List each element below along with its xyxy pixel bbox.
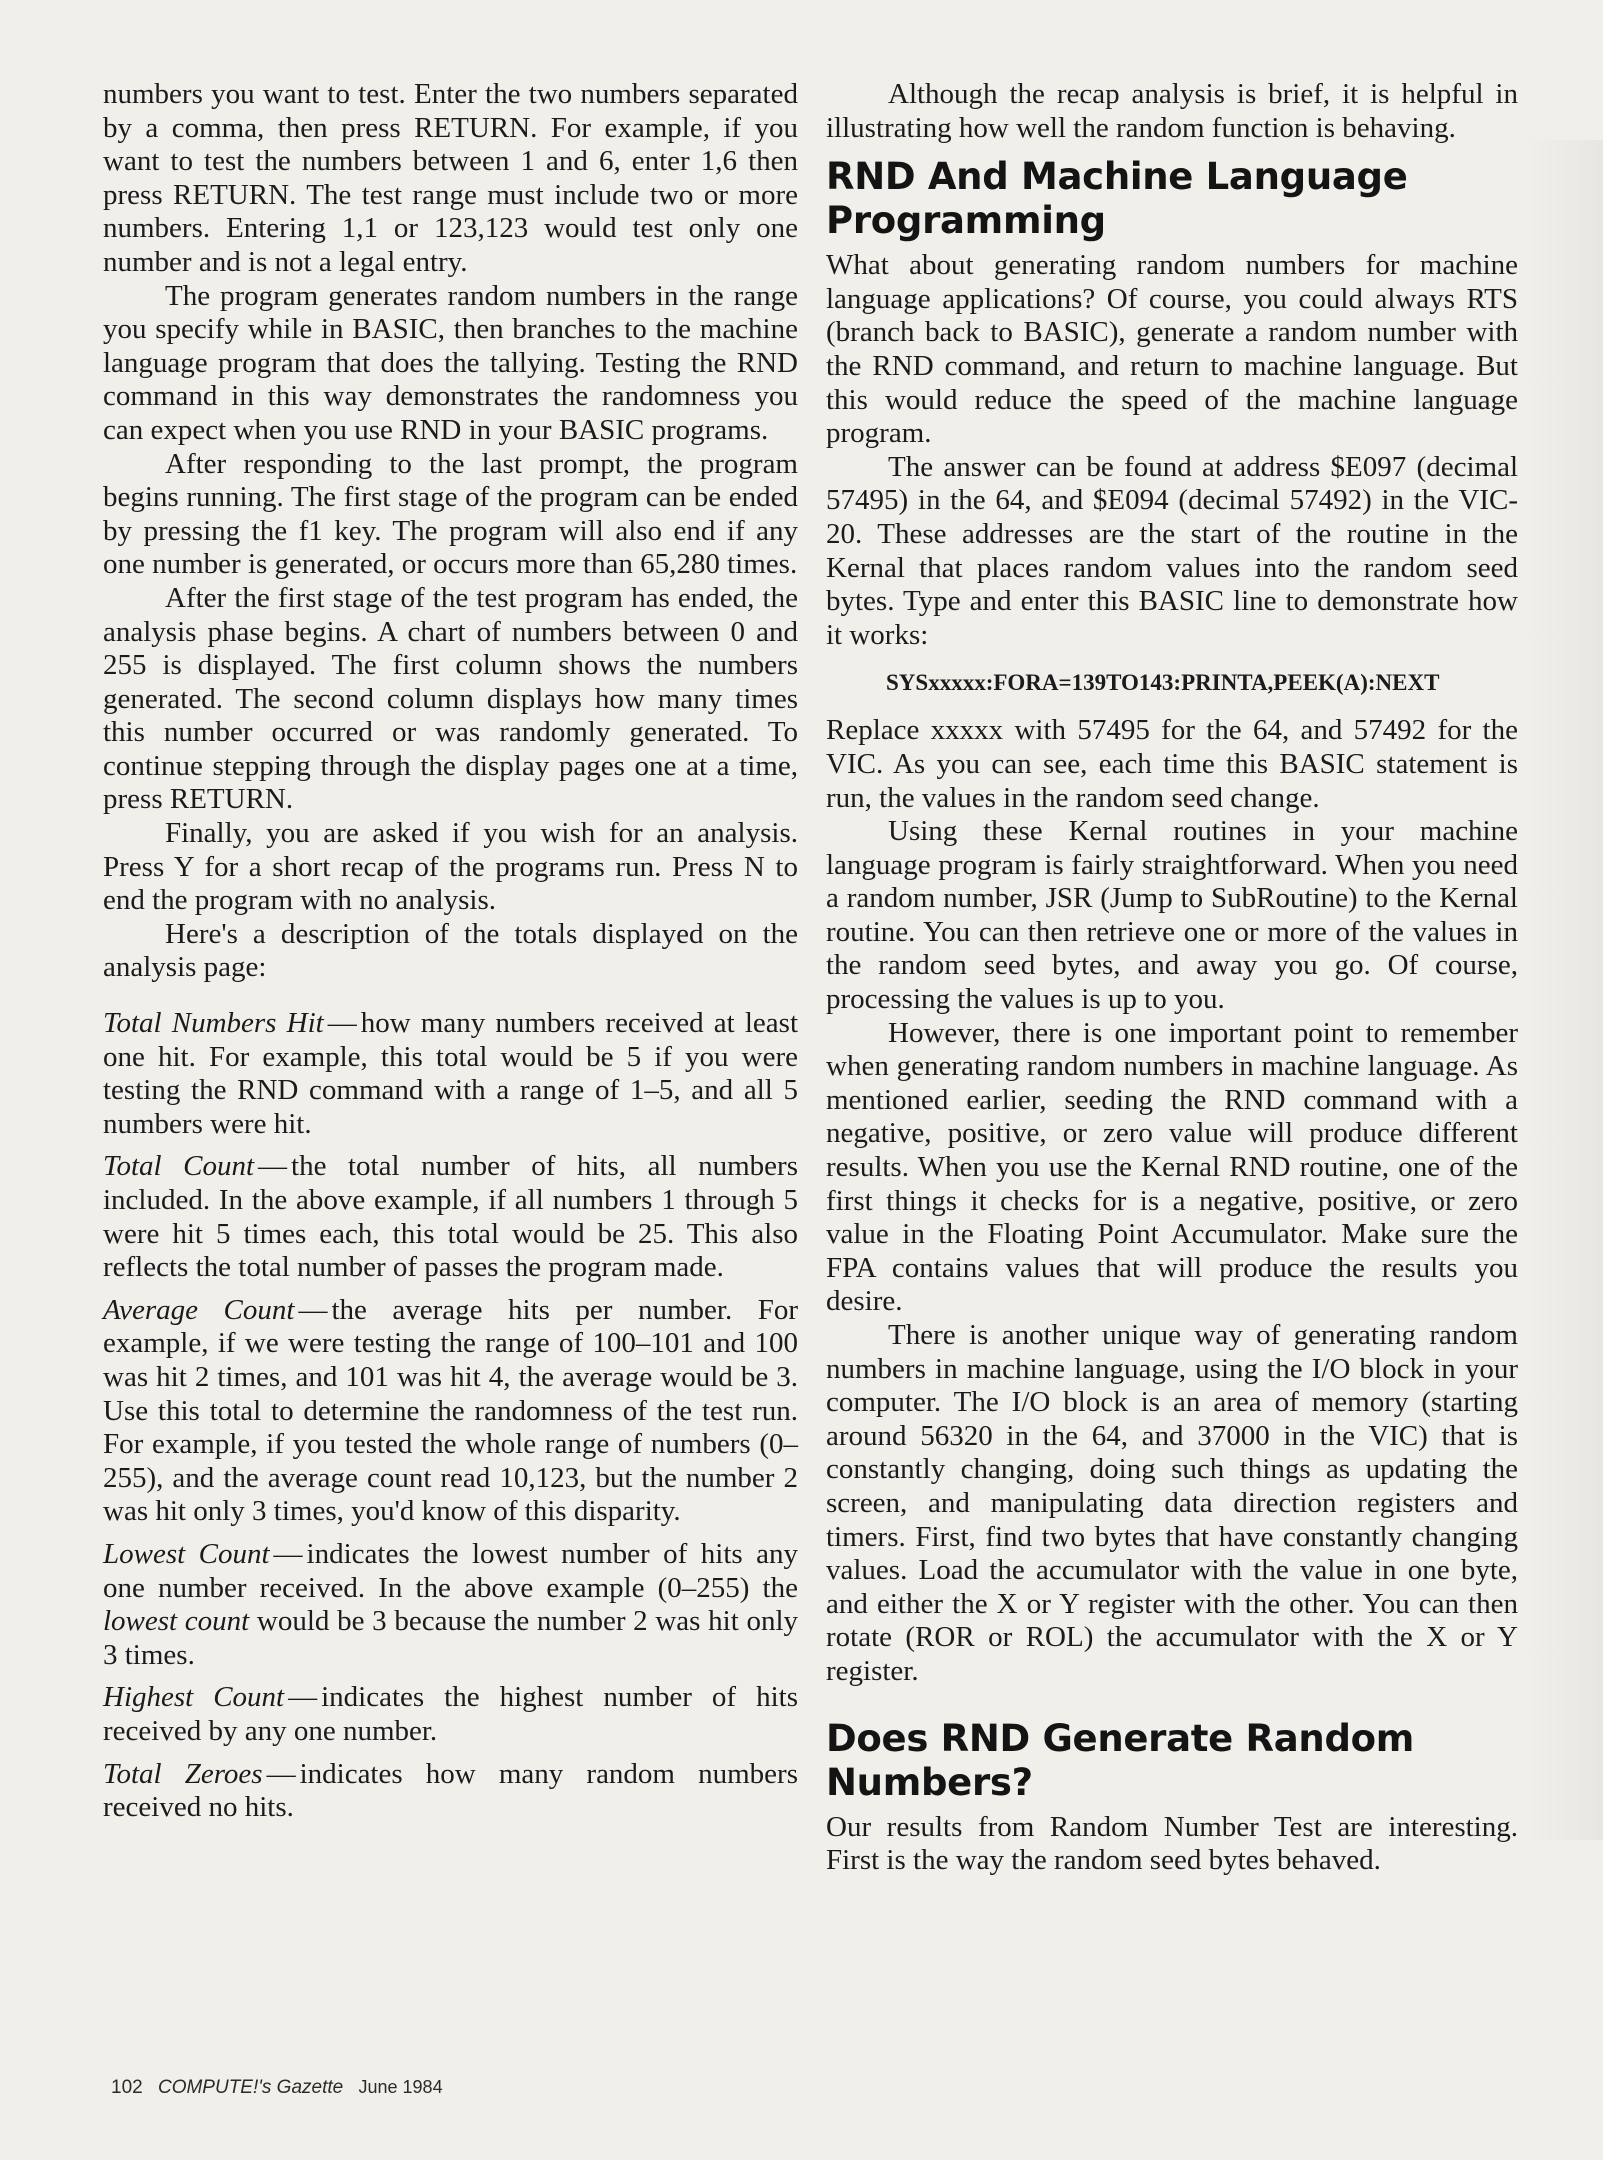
definition-term: Highest Count bbox=[103, 1681, 285, 1714]
definition-total-numbers-hit bbox=[103, 1007, 798, 1141]
definition-text: how many numbers received at least one hit. For example, this total would be 5 if you were testing the RND command with a range of 1–5, and all 5 numbers were hit. bbox=[103, 1007, 798, 1140]
em-dash: — bbox=[288, 1681, 318, 1714]
basic-code-line: SYSxxxxx:FORA=139TO143:PRINTA,PEEK(A):NEXT bbox=[886, 670, 1440, 696]
right-column bbox=[826, 78, 1518, 1878]
left-column bbox=[103, 78, 798, 1825]
definition-term: Total Zeroes bbox=[103, 1757, 263, 1790]
paragraph: Replace xxxxx with 57495 for the 64, and 57492 for the VIC. As you can see, each time this BASIC statement is run, the values in the random seed change. bbox=[826, 714, 1518, 814]
definition-total-zeroes bbox=[103, 1758, 798, 1825]
em-dash: — bbox=[266, 1757, 296, 1790]
page-number: 102 bbox=[111, 2077, 143, 2098]
paragraph: The answer can be found at address $E097 (decimal 57495) in the 64, and $E094 (decimal 57492) in the VIC-20. These addresses are the start of the routine in the Kernal that places random values into the random seed bytes. Type and enter this BASIC line to demonstrate how it works: bbox=[826, 450, 1518, 651]
definition-term: Total Numbers Hit bbox=[103, 1007, 324, 1040]
paragraph: Our results from Random Number Test are interesting. First is the way the random seed bytes behaved. bbox=[826, 1810, 1518, 1877]
definition-text: indicates the lowest number of hits any one number received. In the above example (0–255) the bbox=[103, 1537, 798, 1604]
definition-text: would be 3 because the number 2 was hit only 3 times. bbox=[103, 1605, 798, 1671]
paragraph: Finally, you are asked if you wish for an analysis. Press Y for a short recap of the programs run. Press N to end the program with no analysis. bbox=[103, 817, 798, 917]
paragraph: However, there is one important point to remember when generating random numbers in machine language. As mentioned earlier, seeding the RND command with a negative, positive, or zero value will produce different results. When you use the Kernal RND routine, one of the first things it checks for is a negative, positive, or zero value in the Floating Point Accumulator. Make sure the FPA contains values that will produce the results you desire. bbox=[826, 1016, 1518, 1318]
paragraph: What about generating random numbers for machine language applications? Of course, you could always RTS (branch back to BASIC), generate a random number with the RND command, and return to machine language. But this would reduce the speed of the machine language program. bbox=[826, 249, 1518, 450]
paragraph: numbers you want to test. Enter the two numbers separated by a comma, then press RETURN. For example, if you want to test the numbers between 1 and 6, enter 1,6 then press RETURN. The test range must include two or more numbers. Entering 1,1 or 123,123 would test only one number and is not a legal entry. bbox=[103, 78, 798, 278]
paragraph: After responding to the last prompt, the program begins running. The first stage of the program can be ended by pressing the f1 key. The program will also end if any one number is generated, or occurs more than 65,280 times. bbox=[103, 447, 798, 581]
paragraph: There is another unique way of generating random numbers in machine language, using the I/O block in your computer. The I/O block is an area of memory (starting around 56320 in the 64, and 37000 in the VIC) that is constantly changing, doing such things as updating the screen, and manipulating data direction registers and timers. First, find two bytes that have constantly changing values. Load the accumulator with the value in one byte, and either the X or Y register with the other. You can then rotate (ROR or ROL) the accumulator with the X or Y register. bbox=[826, 1319, 1518, 1687]
em-dash: — bbox=[258, 1150, 288, 1183]
definition-total-count bbox=[103, 1150, 798, 1284]
definition-term: Lowest Count bbox=[103, 1537, 270, 1570]
em-dash: — bbox=[298, 1293, 328, 1326]
paragraph: Using these Kernal routines in your machine language program is fairly straightforward. When you need a random number, JSR (Jump to SubRoutine) to the Kernal routine. You can then retrieve one or more of the values in the random seed bytes, and away you go. Of course, processing the values is up to you. bbox=[826, 815, 1518, 1016]
definition-average-count bbox=[103, 1294, 798, 1529]
page-footer bbox=[111, 2077, 443, 2099]
definition-text: indicates the highest number of hits received by any one number. bbox=[103, 1681, 798, 1747]
definition-emphasis: lowest count bbox=[103, 1605, 250, 1638]
definition-highest-count bbox=[103, 1681, 798, 1748]
bleed-through-shadow bbox=[1528, 140, 1603, 1840]
paragraph: Here's a description of the totals displayed on the analysis page: bbox=[103, 917, 798, 984]
definition-text: the average hits per number. For example, if we were testing the range of 100–101 and 100 was hit 2 times, and 101 was hit 4, the average would be 3. Use this total to determine the randomness of the test run. For example, if you tested the whole range of numbers (0–255), and the average count read 10,123, but the number 2 was hit only 3 times, you'd know of this disparity. bbox=[103, 1293, 798, 1528]
definition-term: Total Count bbox=[103, 1150, 255, 1183]
magazine-name: COMPUTE!'s Gazette bbox=[157, 2077, 344, 2098]
definition-text: indicates how many random numbers received no hits. bbox=[103, 1757, 798, 1824]
section-heading: Does RND Generate Random Numbers? bbox=[826, 1716, 1415, 1804]
em-dash: — bbox=[327, 1007, 357, 1040]
paragraph: After the first stage of the test program has ended, the analysis phase begins. A chart of numbers between 0 and 255 is displayed. The first column shows the numbers generated. The second column displays how many times this number occurred or was randomly generated. To continue stepping through the display pages one at a time, press RETURN. bbox=[103, 581, 798, 816]
em-dash: — bbox=[273, 1537, 303, 1570]
definition-text: the total number of hits, all numbers included. In the above example, if all numbers 1 through 5 were hit 5 times each, this total would be 25. This also reflects the total number of passes the program made. bbox=[103, 1150, 798, 1284]
section-heading: RND And Machine Language Programming bbox=[826, 155, 1408, 243]
definition-term: Average Count bbox=[103, 1293, 295, 1326]
definition-lowest-count bbox=[103, 1538, 798, 1672]
paragraph: The program generates random numbers in the range you specify while in BASIC, then branches to the machine language program that does the tallying. Testing the RND command in this way demonstrates the randomness you can expect when you use RND in your BASIC programs. bbox=[103, 279, 798, 446]
paragraph: Although the recap analysis is brief, it is helpful in illustrating how well the random function is behaving. bbox=[826, 78, 1518, 144]
issue-date: June 1984 bbox=[358, 2077, 443, 2097]
